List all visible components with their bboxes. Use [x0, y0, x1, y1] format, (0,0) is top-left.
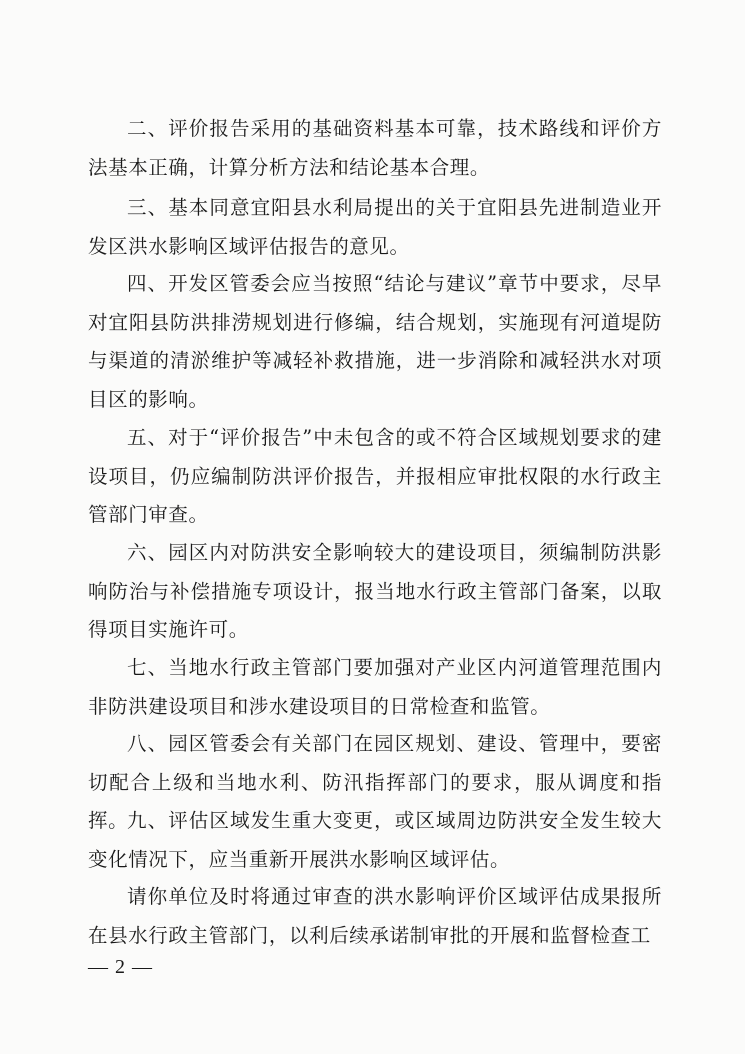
paragraph-2: 二、评价报告采用的基础资料基本可靠，技术路线和评价方法基本正确，计算分析方法和结论基本合理。 — [88, 117, 662, 179]
paragraph-closing: 请你单位及时将通过审查的洪水影响评价区域评估成果报所在县水行政主管部门，以利后续承诺制审批的开展和监督检查工 — [88, 885, 662, 947]
paragraph-4: 四、开发区管委会应当按照“结论与建议”章节中要求，尽早对宜阳县防洪排涝规划进行修编，结合规划，实施现有河道堤防与渠道的清淤维护等减轻补救措施，进一步消除和减轻洪水对项目区的影响。 — [88, 272, 662, 411]
paragraph-6: 六、园区内对防洪安全影响较大的建设项目，须编制防洪影响防治与补偿措施专项设计，报当地水行政主管部门备案，以取得项目实施许可。 — [88, 541, 662, 641]
paragraph-5: 五、对于“评价报告”中未包含的或不符合区域规划要求的建设项目，仍应编制防洪评价报告，并报相应审批权限的水行政主管部门审查。 — [88, 426, 662, 526]
page-number: — 2 — — [88, 956, 153, 978]
paragraph-8: 八、园区管委会有关部门在园区规划、建设、管理中，要密切配合上级和当地水利、防汛指挥部门的要求，服从调度和指挥。 — [88, 732, 662, 832]
paragraph-3: 三、基本同意宜阳县水利局提出的关于宜阳县先进制造业开发区洪水影响区域评估报告的意见。 — [88, 196, 662, 258]
paragraph-7: 七、当地水行政主管部门要加强对产业区内河道管理范围内非防洪建设项目和涉水建设项目的日常检查和监管。 — [88, 656, 662, 718]
paragraph-9: 九、评估区域发生重大变更，或区域周边防洪安全发生较大变化情况下，应当重新开展洪水影响区域评估。 — [88, 809, 662, 871]
